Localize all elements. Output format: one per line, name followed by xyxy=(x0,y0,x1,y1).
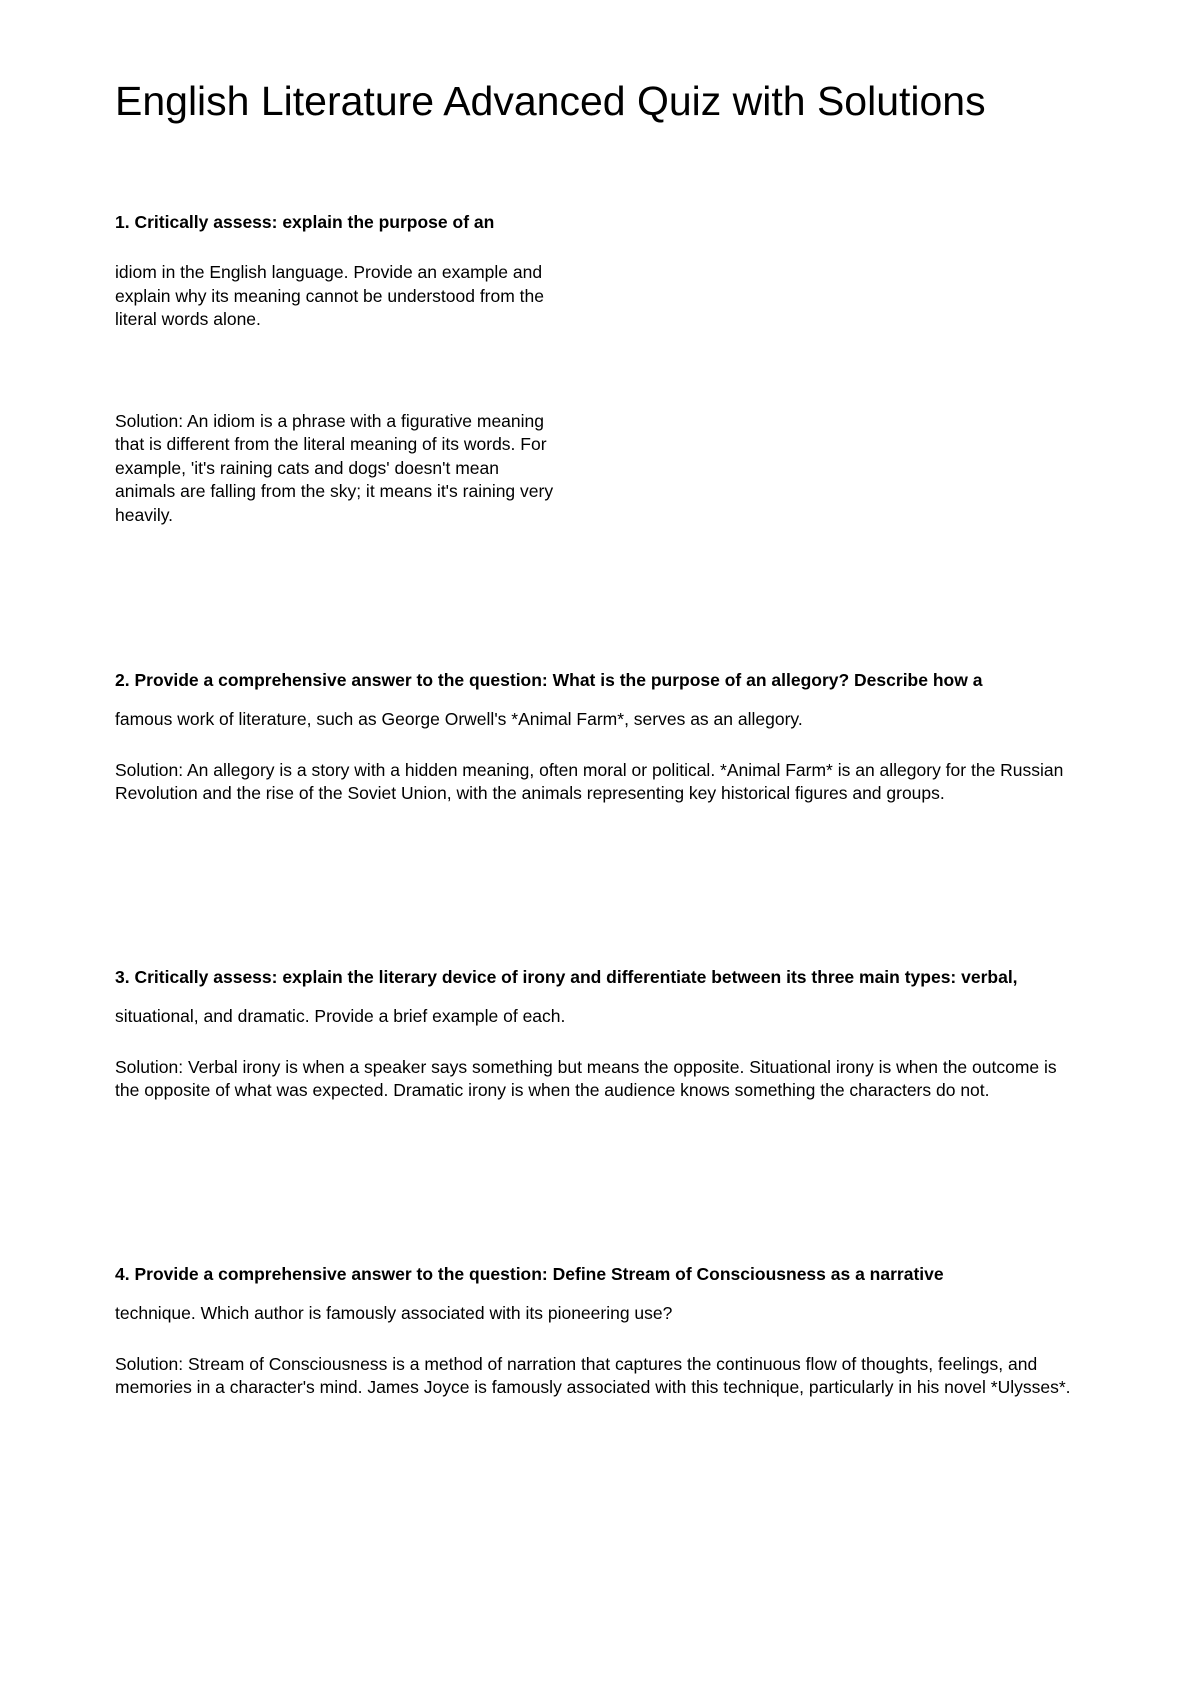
question-solution: Solution: Stream of Consciousness is a method of narration that captures the continuous flow of thoughts, feelings, and memories in a character's mind. James Joyce is famously associated with this technique, particularly in his novel *Ulysses*. xyxy=(115,1353,1071,1397)
question-solution: Solution: An idiom is a phrase with a figurative meaning that is different from the literal meaning of its words. For example, 'it's raining cats and dogs' doesn't mean animals are falling from the sky; it means it's raining very heavily. xyxy=(115,410,554,525)
question-body: situational, and dramatic. Provide a brief example of each. xyxy=(115,1006,566,1026)
question-2 xyxy=(115,668,1095,806)
question-heading: 1. Critically assess: explain the purpose of an xyxy=(115,212,495,232)
question-3 xyxy=(115,965,1095,1103)
question-body: idiom in the English language. Provide an example and explain why its meaning cannot be understood from the literal words alone. xyxy=(115,262,545,329)
question-4 xyxy=(115,1262,1095,1400)
question-body: famous work of literature, such as George Orwell's *Animal Farm*, serves as an allegory. xyxy=(115,709,803,729)
question-heading: 3. Critically assess: explain the literary device of irony and differentiate between its three main types: verbal, xyxy=(115,967,1018,987)
question-heading: 4. Provide a comprehensive answer to the question: Define Stream of Consciousness as a narrative xyxy=(115,1264,944,1284)
document-title: English Literature Advanced Quiz with Solutions xyxy=(115,78,986,124)
question-heading: 2. Provide a comprehensive answer to the question: What is the purpose of an allegory? Describe how a xyxy=(115,670,983,690)
question-solution: Solution: An allegory is a story with a hidden meaning, often moral or political. *Animal Farm* is an allegory for the Russian Revolution and the rise of the Soviet Union, with the animals representing key historical figures and groups. xyxy=(115,759,1064,803)
question-solution: Solution: Verbal irony is when a speaker says something but means the opposite. Situational irony is when the outcome is the opposite of what was expected. Dramatic irony is when the audience knows something the characters do not. xyxy=(115,1056,1057,1100)
question-body: technique. Which author is famously associated with its pioneering use? xyxy=(115,1303,673,1323)
question-1 xyxy=(115,210,560,527)
